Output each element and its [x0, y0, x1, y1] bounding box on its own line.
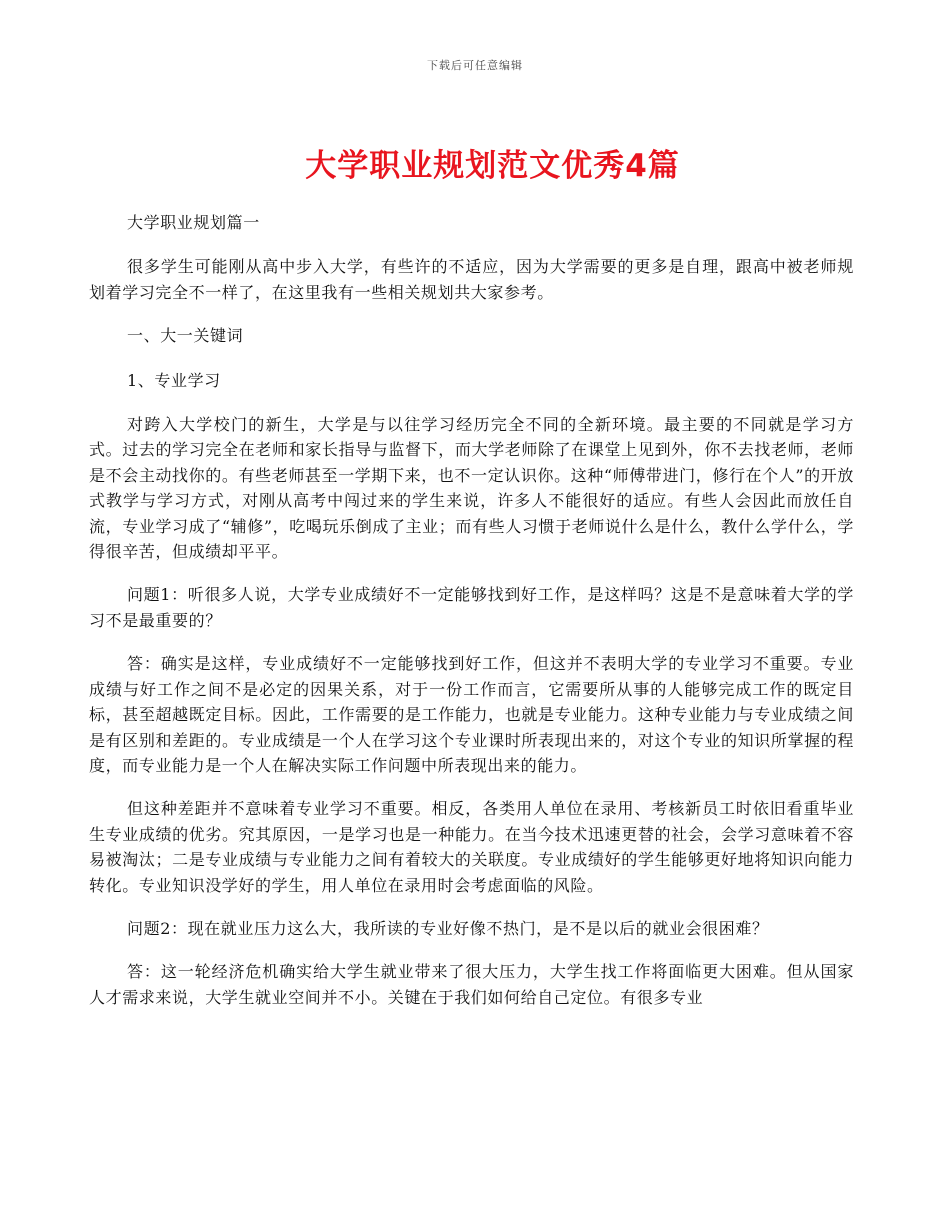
topic-heading: 1、专业学习	[127, 370, 221, 390]
document-title: 大学职业规划范文优秀4篇	[305, 148, 680, 184]
question-paragraph: 问题1：听很多人说，大学专业成绩好不一定能够找到好工作，是这样吗？这是不是意味着大学的学习不是最重要的？	[89, 585, 854, 630]
body-paragraph: 对跨入大学校门的新生，大学是与以往学习经历完全不同的全新环境。最主要的不同就是学习方式。过去的学习完全在老师和家长指导与监督下，而大学老师除了在课堂上见到外，你不去找老师，老师是不会主动找你的。有些老师甚至一学期下来，也不一定认识你。这种“师傅带进门，修行在个人”的开放式教学与学习方式，对刚从高考中闯过来的学生来说，许多人不能很好的适应。有些人会因此而放任自流，专业学习成了“辅修”，吃喝玩乐倒成了主业；而有些人习惯于老师说什么是什么，教什么学什么，学得很辛苦，但成绩却平平。	[89, 415, 854, 562]
answer-paragraph: 答：这一轮经济危机确实给大学生就业带来了很大压力，大学生找工作将面临更大困难。但从国家人才需求来说，大学生就业空间并不小。关键在于我们如何给自己定位。有很多专业	[89, 962, 854, 1007]
subsection-heading: 一、大一关键词	[127, 326, 244, 346]
document-body	[89, 210, 854, 1010]
header-note: 下载后可任意编辑	[427, 59, 523, 72]
body-paragraph: 但这种差距并不意味着专业学习不重要。相反，各类用人单位在录用、考核新员工时依旧看重毕业生专业成绩的优劣。究其原因，一是学习也是一种能力。在当今技术迅速更替的社会，会学习意味着不容易被淘汰；二是专业成绩与专业能力之间有着较大的关联度。专业成绩好的学生能够更好地将知识向能力转化。专业知识没学好的学生，用人单位在录用时会考虑面临的风险。	[89, 799, 854, 895]
question-paragraph: 问题2：现在就业压力这么大，我所读的专业好像不热门，是不是以后的就业会很困难？	[127, 918, 769, 938]
section-heading: 大学职业规划篇一	[127, 213, 260, 232]
answer-paragraph: 答：确实是这样，专业成绩好不一定能够找到好工作，但这并不表明大学的专业学习不重要。专业成绩与好工作之间不是必定的因果关系，对于一份工作而言，它需要所从事的人能够完成工作的既定目标，甚至超越既定目标。因此，工作需要的是工作能力，也就是专业能力。这种专业能力与专业成绩之间是有区别和差距的。专业成绩是一个人在学习这个专业课时所表现出来的，对这个专业的知识所掌握的程度，而专业能力是一个人在解决实际工作问题中所表现出来的能力。	[89, 654, 854, 775]
intro-paragraph: 很多学生可能刚从高中步入大学，有些许的不适应，因为大学需要的更多是自理，跟高中被老师规划着学习完全不一样了，在这里我有一些相关规划共大家参考。	[89, 257, 854, 302]
